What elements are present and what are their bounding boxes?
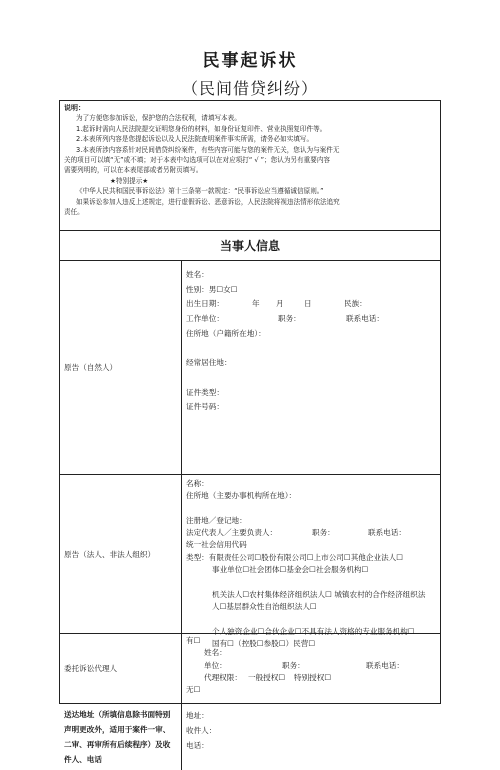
instructions-heading: 说明： [64,104,85,112]
gender-field[interactable]: 性别：男☐女☐ [186,284,238,294]
authority-label: 代理权限： [204,672,242,682]
instruction-line: 如果诉讼参加人违反上述规定，进行虚假诉讼、恶意诉讼，人民法院将视违法情形依法追究 [76,197,340,206]
service-label-line: 二审、再审所有后续程序）及收 [64,740,171,749]
type-options[interactable]: 机关法人☐农村集体经济组织法人☐ 城镇农村的合作经济组织法 [212,589,426,599]
service-label-line: 件人、电话 [64,755,102,764]
section-title: 当事人信息 [60,231,440,261]
service-label-line: 送达地址（所填信息除书面特别 [64,710,171,719]
authority-row [186,672,436,684]
org-name-field[interactable]: 名称： [186,479,209,488]
instruction-line: 《中华人民共和国民事诉讼法》第十三条第一款规定：“民事诉讼应当遵循诚信原则。” [76,187,324,196]
special-notice-heading: ★特别提示★ [110,176,149,185]
work-unit-field[interactable]: 工作单位： [186,314,224,324]
rep-position-field[interactable]: 职务： [312,528,335,538]
service-label [60,704,182,770]
work-row [186,312,436,327]
special-authority-checkbox[interactable]: 特别授权☐ [294,672,332,682]
service-label-line: 声明更改外，适用于案件一审、 [64,725,171,734]
day-label: 日 [304,299,312,309]
agent-position-field[interactable]: 职务： [282,660,305,670]
residence-field[interactable]: 经常居住地： [186,358,232,368]
document-title: 民事起诉状 [202,51,298,71]
rep-phone-field[interactable]: 联系电话： [368,528,406,538]
agent-name-field[interactable]: 姓名： [204,648,227,658]
row-label: 委托诉讼代理人 [60,634,182,703]
plaintiff-legal-row [60,475,440,648]
birth-row [186,297,436,312]
type-options[interactable]: 国有☐（控股☐参股☐）民营☐ [212,638,316,648]
domicile-field[interactable]: 住所地（户籍所在地）： [186,328,266,338]
service-address-field[interactable]: 地址： [186,711,209,720]
id-type-field[interactable]: 证件类型： [186,387,224,397]
plaintiff-natural-fields [182,261,440,474]
document-subtitle: （民间借贷纠纷） [181,79,318,98]
agent-row [60,634,440,704]
credit-code-field[interactable]: 统一社会信用代码 [186,540,247,550]
name-field[interactable]: 姓名： [186,270,209,279]
type-options[interactable]: 人☐基层群众性自治组织法人☐ [212,601,317,611]
instruction-line: 需要列明的，可以在本表尾部或者另附页填写。 [64,166,203,175]
agent-none-checkbox[interactable]: 无☐ [186,685,201,695]
ethnicity-field[interactable]: 民族： [344,299,367,309]
service-fields [182,704,440,770]
position-field[interactable]: 职务： [278,314,301,324]
instruction-line: 1.起诉时需向人民法院提交证明您身份的材料，如身份证复印件、营业执照复印件等。 [76,124,327,133]
form-table [59,100,441,764]
instruction-line: 2.本表所列内容是您提起诉讼以及人民法院查明案件事实所需，请务必如实填写。 [76,135,314,144]
plaintiff-natural-row [60,261,440,475]
type-options[interactable]: 类型：有限责任公司☐股份有限公司☐上市公司☐其他企业法人☐ [186,552,404,562]
plaintiff-legal-fields [182,475,440,648]
instructions-box [60,101,440,231]
agent-phone-field[interactable]: 联系电话： [366,660,404,670]
service-row [60,704,440,770]
type-options[interactable]: 事业单位☐社会团体☐基金会☐社会服务机构☐ [212,565,369,575]
instruction-line: 为了方便您参加诉讼，保护您的合法权利，请填写本表。 [76,114,241,123]
service-phone-field[interactable]: 电话： [186,741,209,750]
registered-field[interactable]: 注册地／登记地： [186,515,247,525]
agent-unit-field[interactable]: 单位： [204,660,227,670]
legal-rep-field[interactable]: 法定代表人／主要负责人： [186,528,278,538]
instruction-line: 责任。 [64,208,84,217]
recipient-field[interactable]: 收件人： [186,726,217,735]
row-label: 原告（自然人） [60,261,182,474]
rep-row [186,527,436,539]
birth-label[interactable]: 出生日期： [186,299,224,309]
type-options[interactable]: 个人独资企业☐合伙企业☐不具有法人资格的专业服务机构☐ [212,626,415,636]
instruction-line: 关的项目可以填“无”或不填；对于本表中勾选项可以在对应项打“ √ ”；您认为另有重要内容 [64,156,331,165]
agent-has-checkbox[interactable]: 有☐ [186,636,201,645]
row-label: 原告（法人、非法人组织） [60,475,182,633]
agent-unit-row [186,660,436,672]
general-authority-checkbox[interactable]: 一般授权☐ [248,672,286,682]
instruction-line: 3.本表所涉内容系针对民间借贷纠纷案件，有些内容可能与您的案件无关，您认为与案件无 [76,145,340,154]
agent-fields [182,634,440,703]
phone-field[interactable]: 联系电话： [346,314,384,324]
org-address-field[interactable]: 住所地（主要办事机构所在地）： [186,491,297,501]
id-number-field[interactable]: 证件号码： [186,402,224,412]
year-label: 年 [252,299,260,309]
month-label: 月 [276,299,284,309]
